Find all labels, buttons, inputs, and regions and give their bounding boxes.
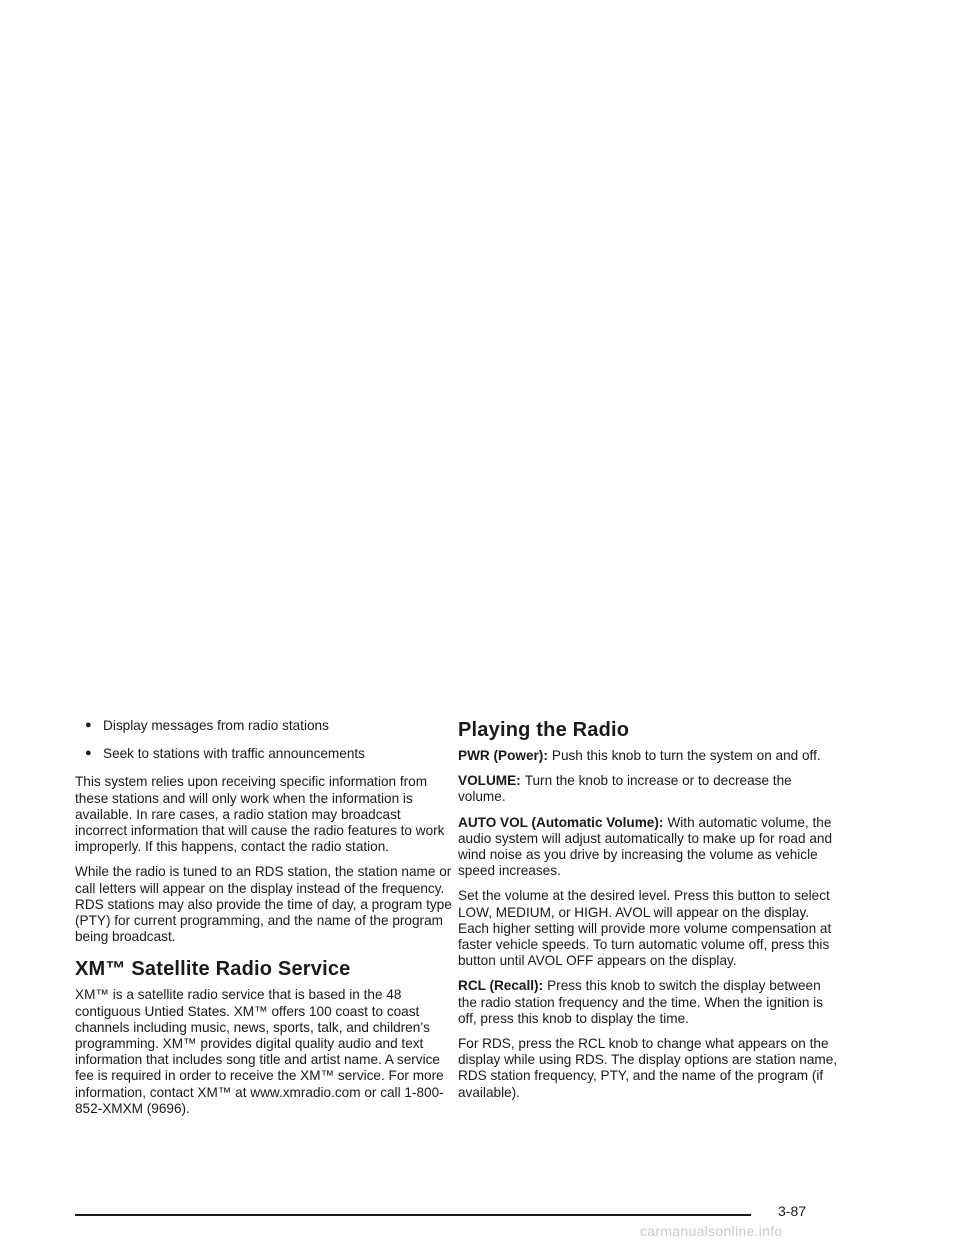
pwr-text: Push this knob to turn the system on and off.	[551, 748, 821, 763]
rcl-paragraph	[458, 978, 840, 1027]
list-item	[75, 746, 455, 762]
bullet-icon: ●	[85, 747, 92, 760]
watermark: carmanualsonline.info	[640, 1223, 783, 1239]
avol-settings-paragraph: Set the volume at the desired level. Press this button to select LOW, MEDIUM, or HIGH. AVOL will appear on the display. Each higher setting will provide more volume compensation at faster vehicle speeds. To turn automatic volume off, press this button until AVOL OFF appears on the display.	[458, 888, 832, 969]
avol-paragraph	[458, 815, 840, 880]
avol-term: AUTO VOL (Automatic Volume):	[458, 814, 664, 830]
rds-rcl-paragraph: For RDS, press the RCL knob to change what appears on the display while using RDS. The display options are station name, RDS station frequency, PTY, and the name of the program (if available).	[458, 1036, 838, 1100]
left-column	[75, 718, 455, 1126]
pwr-term: PWR (Power):	[458, 748, 548, 763]
avol-text: With automatic volume, the audio system will adjust automatically to make up for road and wind noise as you drive by increasing the volume as vehicle speed increases.	[458, 814, 833, 879]
bullet-icon: ●	[85, 719, 92, 731]
xm-section-heading: XM™ Satellite Radio Service	[75, 958, 351, 981]
page-number: 3-87	[778, 1203, 807, 1219]
volume-text: Turn the knob to increase or to decrease the volume.	[458, 773, 792, 805]
footer-rule	[75, 1214, 751, 1216]
volume-term: VOLUME:	[458, 773, 521, 789]
list-item-text: Seek to stations with traffic announcements	[103, 746, 365, 762]
list-item	[75, 718, 455, 734]
rcl-text: Press this knob to switch the display between the radio station frequency and the time. When the ignition is off, press this knob to display the time.	[458, 978, 823, 1026]
xm-paragraph: XM™ is a satellite radio service that is based in the 48 contiguous Untied States. XM™ offers 100 coast to coast channels including music, news, sports, talk, and children’s programming. XM™ provides digital quality audio and text information that includes song title and artist name. A service fee is required in order to receive the XM™ service. For more information, contact XM™ at www.xmradio.com or call 1-800-852-XMXM (9696).	[75, 987, 444, 1116]
rcl-term: RCL (Recall):	[458, 978, 544, 994]
volume-paragraph	[458, 773, 840, 805]
right-column	[458, 718, 840, 1110]
playing-radio-heading: Playing the Radio	[458, 719, 630, 741]
rds-display-paragraph: While the radio is tuned to an RDS station, the station name or call letters will appear on the display instead of the frequency. RDS stations may also provide the time of day, a program type (PTY) for current programming, and the name of the program being broadcast.	[75, 864, 452, 945]
rds-reliance-paragraph: This system relies upon receiving specific information from these stations and will only work when the information is available. In rare cases, a radio station may broadcast incorrect information that will cause the radio features to work improperly. If this happens, contact the radio station.	[75, 774, 445, 855]
list-item-text: Display messages from radio stations	[103, 718, 329, 733]
pwr-paragraph	[458, 748, 840, 764]
